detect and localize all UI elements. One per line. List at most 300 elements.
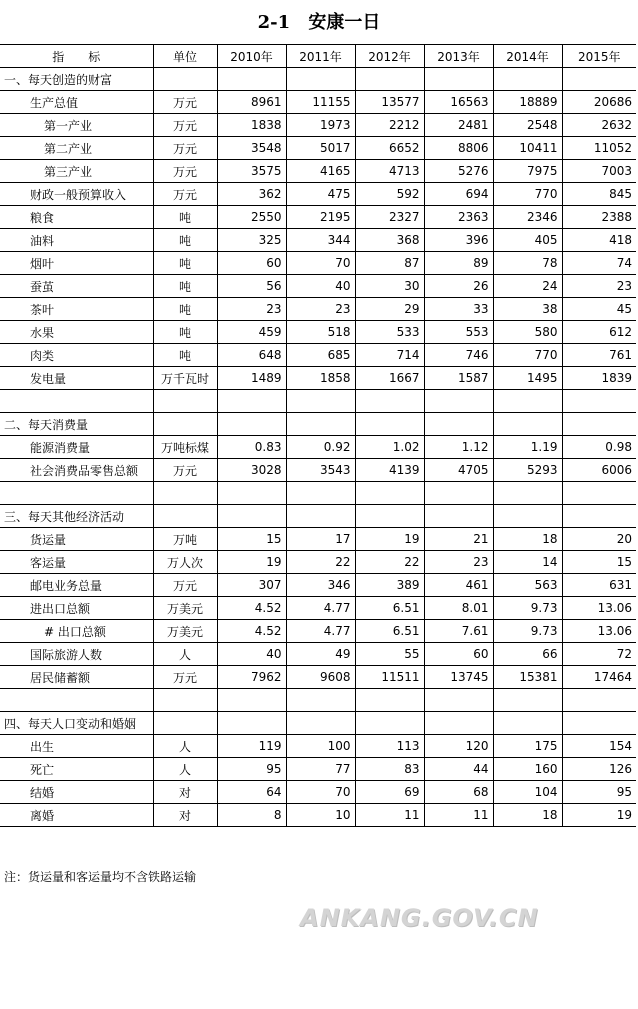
value-cell: 714 (355, 344, 424, 367)
value-cell: 100 (286, 735, 355, 758)
empty-cell (562, 68, 636, 91)
value-cell: 461 (424, 574, 493, 597)
indicator-name: 生产总值 (0, 91, 153, 114)
value-cell: 9608 (286, 666, 355, 689)
value-cell: 368 (355, 229, 424, 252)
empty-cell (217, 689, 286, 712)
indicator-name: 结婚 (0, 781, 153, 804)
header-year: 2012年 (355, 45, 424, 68)
value-cell: 119 (217, 735, 286, 758)
unit-cell: 万元 (153, 574, 217, 597)
empty-cell (355, 68, 424, 91)
value-cell: 2481 (424, 114, 493, 137)
empty-cell (424, 505, 493, 528)
value-cell: 1839 (562, 367, 636, 390)
value-cell: 648 (217, 344, 286, 367)
value-cell: 344 (286, 229, 355, 252)
table-row (0, 574, 636, 597)
value-cell: 5293 (493, 459, 562, 482)
value-cell: 1838 (217, 114, 286, 137)
value-cell: 24 (493, 275, 562, 298)
value-cell: 0.92 (286, 436, 355, 459)
section-title: 一、每天创造的财富 (0, 68, 153, 91)
value-cell: 4.52 (217, 620, 286, 643)
empty-cell (153, 390, 217, 413)
empty-cell (153, 413, 217, 436)
value-cell: 2388 (562, 206, 636, 229)
value-cell: 13577 (355, 91, 424, 114)
value-cell: 761 (562, 344, 636, 367)
value-cell: 30 (355, 275, 424, 298)
table-row (0, 298, 636, 321)
value-cell: 68 (424, 781, 493, 804)
unit-cell: 万千瓦时 (153, 367, 217, 390)
empty-cell (217, 413, 286, 436)
empty-cell (0, 482, 153, 505)
indicator-name: 蚕茧 (0, 275, 153, 298)
unit-cell: 万元 (153, 137, 217, 160)
spacer-row (0, 482, 636, 505)
empty-cell (286, 413, 355, 436)
empty-cell (217, 712, 286, 735)
table-row (0, 643, 636, 666)
section-title: 三、每天其他经济活动 (0, 505, 153, 528)
empty-cell (286, 68, 355, 91)
value-cell: 60 (424, 643, 493, 666)
table-row (0, 160, 636, 183)
section-header-row (0, 68, 636, 91)
unit-cell: 万元 (153, 183, 217, 206)
value-cell: 8961 (217, 91, 286, 114)
value-cell: 15381 (493, 666, 562, 689)
empty-cell (562, 505, 636, 528)
value-cell: 4165 (286, 160, 355, 183)
watermark: ANKANG.GOV.CN (300, 904, 539, 932)
value-cell: 2632 (562, 114, 636, 137)
empty-cell (424, 712, 493, 735)
empty-cell (355, 712, 424, 735)
table-code: 2-1 (257, 12, 291, 33)
indicator-name: 国际旅游人数 (0, 643, 153, 666)
value-cell: 22 (355, 551, 424, 574)
value-cell: 95 (562, 781, 636, 804)
indicator-name: 肉类 (0, 344, 153, 367)
header-year: 2014年 (493, 45, 562, 68)
value-cell: 154 (562, 735, 636, 758)
value-cell: 72 (562, 643, 636, 666)
unit-cell: 万元 (153, 91, 217, 114)
table-row (0, 459, 636, 482)
empty-cell (424, 390, 493, 413)
value-cell: 518 (286, 321, 355, 344)
value-cell: 4705 (424, 459, 493, 482)
empty-cell (217, 482, 286, 505)
table-row (0, 528, 636, 551)
empty-cell (424, 689, 493, 712)
table-row (0, 597, 636, 620)
value-cell: 459 (217, 321, 286, 344)
indicator-name: 发电量 (0, 367, 153, 390)
indicator-name: 客运量 (0, 551, 153, 574)
value-cell: 3575 (217, 160, 286, 183)
value-cell: 845 (562, 183, 636, 206)
table-row (0, 114, 636, 137)
value-cell: 160 (493, 758, 562, 781)
indicator-name: 邮电业务总量 (0, 574, 153, 597)
value-cell: 64 (217, 781, 286, 804)
value-cell: 23 (286, 298, 355, 321)
value-cell: 1858 (286, 367, 355, 390)
value-cell: 77 (286, 758, 355, 781)
table-row (0, 206, 636, 229)
value-cell: 19 (562, 804, 636, 827)
empty-cell (493, 712, 562, 735)
value-cell: 56 (217, 275, 286, 298)
table-row (0, 781, 636, 804)
value-cell: 13.06 (562, 620, 636, 643)
value-cell: 3548 (217, 137, 286, 160)
value-cell: 694 (424, 183, 493, 206)
value-cell: 22 (286, 551, 355, 574)
value-cell: 770 (493, 344, 562, 367)
value-cell: 87 (355, 252, 424, 275)
table-row (0, 91, 636, 114)
value-cell: 13745 (424, 666, 493, 689)
value-cell: 69 (355, 781, 424, 804)
value-cell: 20 (562, 528, 636, 551)
value-cell: 389 (355, 574, 424, 597)
value-cell: 0.98 (562, 436, 636, 459)
value-cell: 2346 (493, 206, 562, 229)
table-row (0, 804, 636, 827)
empty-cell (0, 390, 153, 413)
value-cell: 89 (424, 252, 493, 275)
value-cell: 15 (562, 551, 636, 574)
indicator-name: 第一产业 (0, 114, 153, 137)
unit-cell: 对 (153, 804, 217, 827)
value-cell: 14 (493, 551, 562, 574)
empty-cell (424, 68, 493, 91)
header-row (0, 45, 636, 68)
value-cell: 1973 (286, 114, 355, 137)
section-header-row (0, 712, 636, 735)
indicator-name: 社会消费品零售总额 (0, 459, 153, 482)
table-row (0, 436, 636, 459)
value-cell: 6006 (562, 459, 636, 482)
empty-cell (286, 505, 355, 528)
value-cell: 8806 (424, 137, 493, 160)
unit-cell: 吨 (153, 321, 217, 344)
empty-cell (493, 482, 562, 505)
indicator-name: 水果 (0, 321, 153, 344)
indicator-name: 死亡 (0, 758, 153, 781)
table-row (0, 758, 636, 781)
value-cell: 5276 (424, 160, 493, 183)
value-cell: 1.12 (424, 436, 493, 459)
empty-cell (286, 712, 355, 735)
value-cell: 2550 (217, 206, 286, 229)
value-cell: 18 (493, 804, 562, 827)
unit-cell: 万元 (153, 114, 217, 137)
unit-cell: 吨 (153, 206, 217, 229)
value-cell: 70 (286, 252, 355, 275)
value-cell: 475 (286, 183, 355, 206)
empty-cell (562, 413, 636, 436)
unit-cell: 人 (153, 735, 217, 758)
value-cell: 17464 (562, 666, 636, 689)
value-cell: 13.06 (562, 597, 636, 620)
unit-cell: 吨 (153, 275, 217, 298)
value-cell: 6.51 (355, 620, 424, 643)
empty-cell (355, 413, 424, 436)
value-cell: 770 (493, 183, 562, 206)
value-cell: 7.61 (424, 620, 493, 643)
spacer-row (0, 689, 636, 712)
value-cell: 55 (355, 643, 424, 666)
value-cell: 126 (562, 758, 636, 781)
indicator-name: 离婚 (0, 804, 153, 827)
value-cell: 7975 (493, 160, 562, 183)
value-cell: 3028 (217, 459, 286, 482)
indicator-name: 第三产业 (0, 160, 153, 183)
table-row (0, 229, 636, 252)
value-cell: 4.52 (217, 597, 286, 620)
value-cell: 95 (217, 758, 286, 781)
empty-cell (286, 689, 355, 712)
value-cell: 40 (217, 643, 286, 666)
value-cell: 533 (355, 321, 424, 344)
value-cell: 18 (493, 528, 562, 551)
header-indicator: 指 标 (0, 45, 153, 68)
value-cell: 5017 (286, 137, 355, 160)
section-header-row (0, 413, 636, 436)
empty-cell (355, 505, 424, 528)
value-cell: 2195 (286, 206, 355, 229)
value-cell: 1489 (217, 367, 286, 390)
empty-cell (562, 482, 636, 505)
empty-cell (493, 390, 562, 413)
value-cell: 4713 (355, 160, 424, 183)
empty-cell (217, 68, 286, 91)
value-cell: 19 (217, 551, 286, 574)
spacer-row (0, 390, 636, 413)
value-cell: 4139 (355, 459, 424, 482)
value-cell: 120 (424, 735, 493, 758)
unit-cell: 人 (153, 643, 217, 666)
table-row (0, 735, 636, 758)
value-cell: 60 (217, 252, 286, 275)
value-cell: 16563 (424, 91, 493, 114)
value-cell: 10 (286, 804, 355, 827)
indicator-name: 进出口总额 (0, 597, 153, 620)
value-cell: 1495 (493, 367, 562, 390)
empty-cell (217, 505, 286, 528)
unit-cell: 对 (153, 781, 217, 804)
value-cell: 325 (217, 229, 286, 252)
value-cell: 2363 (424, 206, 493, 229)
section-header-row (0, 505, 636, 528)
unit-cell: 吨 (153, 298, 217, 321)
empty-cell (493, 505, 562, 528)
unit-cell: 吨 (153, 252, 217, 275)
value-cell: 2548 (493, 114, 562, 137)
empty-cell (153, 689, 217, 712)
value-cell: 104 (493, 781, 562, 804)
value-cell: 563 (493, 574, 562, 597)
table-row (0, 666, 636, 689)
empty-cell (153, 68, 217, 91)
table-body (0, 68, 636, 827)
value-cell: 396 (424, 229, 493, 252)
empty-cell (355, 390, 424, 413)
value-cell: 113 (355, 735, 424, 758)
value-cell: 1587 (424, 367, 493, 390)
value-cell: 21 (424, 528, 493, 551)
indicator-name: 出生 (0, 735, 153, 758)
empty-cell (286, 482, 355, 505)
section-title: 四、每天人口变动和婚姻 (0, 712, 153, 735)
table-row (0, 321, 636, 344)
section-title: 二、每天消费量 (0, 413, 153, 436)
value-cell: 580 (493, 321, 562, 344)
header-year: 2015年 (562, 45, 636, 68)
empty-cell (562, 390, 636, 413)
value-cell: 49 (286, 643, 355, 666)
value-cell: 9.73 (493, 620, 562, 643)
value-cell: 33 (424, 298, 493, 321)
empty-cell (286, 390, 355, 413)
empty-cell (355, 689, 424, 712)
value-cell: 405 (493, 229, 562, 252)
value-cell: 746 (424, 344, 493, 367)
value-cell: 11155 (286, 91, 355, 114)
table-row (0, 252, 636, 275)
indicator-name: 财政一般预算收入 (0, 183, 153, 206)
value-cell: 11 (355, 804, 424, 827)
table-row (0, 367, 636, 390)
empty-cell (493, 68, 562, 91)
indicator-name: 货运量 (0, 528, 153, 551)
unit-cell: 万美元 (153, 597, 217, 620)
unit-cell: 万美元 (153, 620, 217, 643)
value-cell: 83 (355, 758, 424, 781)
header-year: 2010年 (217, 45, 286, 68)
value-cell: 8.01 (424, 597, 493, 620)
empty-cell (562, 712, 636, 735)
indicator-name: 茶叶 (0, 298, 153, 321)
value-cell: 7962 (217, 666, 286, 689)
empty-cell (0, 689, 153, 712)
empty-cell (562, 689, 636, 712)
table-row (0, 551, 636, 574)
value-cell: 4.77 (286, 597, 355, 620)
empty-cell (355, 482, 424, 505)
value-cell: 15 (217, 528, 286, 551)
unit-cell: 人 (153, 758, 217, 781)
unit-cell: 万人次 (153, 551, 217, 574)
indicator-name: 烟叶 (0, 252, 153, 275)
header-unit: 单位 (153, 45, 217, 68)
table-title: 安康一日 (308, 12, 381, 33)
value-cell: 685 (286, 344, 355, 367)
value-cell: 40 (286, 275, 355, 298)
table-row (0, 620, 636, 643)
indicator-name: 居民储蓄额 (0, 666, 153, 689)
value-cell: 11 (424, 804, 493, 827)
value-cell: 2327 (355, 206, 424, 229)
empty-cell (493, 413, 562, 436)
unit-cell: 吨 (153, 344, 217, 367)
value-cell: 44 (424, 758, 493, 781)
indicator-name: # 出口总额 (0, 620, 153, 643)
value-cell: 23 (217, 298, 286, 321)
value-cell: 11511 (355, 666, 424, 689)
empty-cell (493, 689, 562, 712)
empty-cell (153, 505, 217, 528)
value-cell: 29 (355, 298, 424, 321)
value-cell: 19 (355, 528, 424, 551)
value-cell: 17 (286, 528, 355, 551)
value-cell: 74 (562, 252, 636, 275)
value-cell: 9.73 (493, 597, 562, 620)
value-cell: 553 (424, 321, 493, 344)
value-cell: 7003 (562, 160, 636, 183)
value-cell: 66 (493, 643, 562, 666)
value-cell: 3543 (286, 459, 355, 482)
table-row (0, 183, 636, 206)
value-cell: 45 (562, 298, 636, 321)
indicator-name: 粮食 (0, 206, 153, 229)
indicator-name: 油料 (0, 229, 153, 252)
page-title (0, 8, 638, 34)
table-row (0, 344, 636, 367)
value-cell: 10411 (493, 137, 562, 160)
unit-cell: 万元 (153, 666, 217, 689)
value-cell: 6652 (355, 137, 424, 160)
empty-cell (424, 482, 493, 505)
value-cell: 6.51 (355, 597, 424, 620)
empty-cell (217, 390, 286, 413)
value-cell: 23 (562, 275, 636, 298)
value-cell: 307 (217, 574, 286, 597)
value-cell: 0.83 (217, 436, 286, 459)
empty-cell (424, 413, 493, 436)
statistics-table (0, 44, 636, 827)
value-cell: 612 (562, 321, 636, 344)
unit-cell: 万元 (153, 459, 217, 482)
empty-cell (153, 712, 217, 735)
value-cell: 23 (424, 551, 493, 574)
value-cell: 418 (562, 229, 636, 252)
table-row (0, 137, 636, 160)
value-cell: 38 (493, 298, 562, 321)
value-cell: 11052 (562, 137, 636, 160)
value-cell: 4.77 (286, 620, 355, 643)
value-cell: 631 (562, 574, 636, 597)
value-cell: 26 (424, 275, 493, 298)
value-cell: 592 (355, 183, 424, 206)
value-cell: 8 (217, 804, 286, 827)
unit-cell: 万元 (153, 160, 217, 183)
empty-cell (153, 482, 217, 505)
value-cell: 2212 (355, 114, 424, 137)
unit-cell: 吨 (153, 229, 217, 252)
value-cell: 346 (286, 574, 355, 597)
value-cell: 362 (217, 183, 286, 206)
value-cell: 20686 (562, 91, 636, 114)
unit-cell: 万吨 (153, 528, 217, 551)
value-cell: 70 (286, 781, 355, 804)
